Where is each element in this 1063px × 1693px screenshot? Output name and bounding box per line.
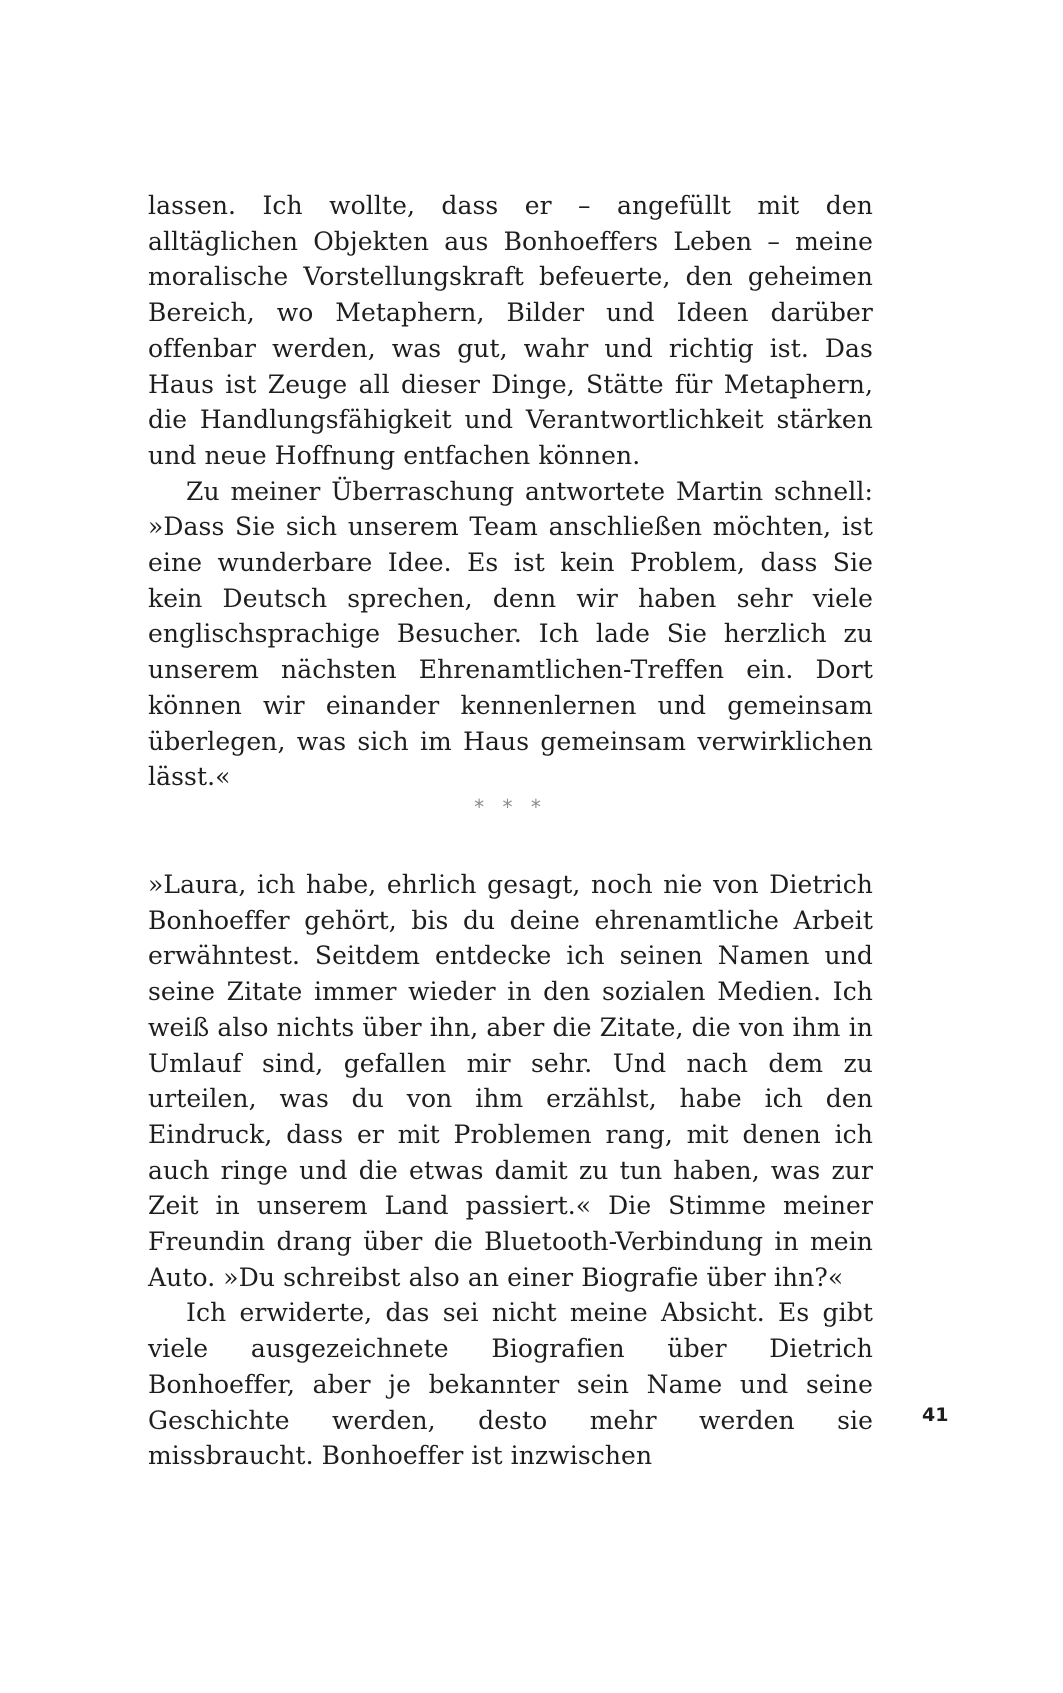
- section-separator: * * *: [474, 795, 547, 819]
- paragraph: »Laura, ich habe, ehrlich gesagt, noch nie von Dietrich Bonhoeffer gehört, bis du deine ehrenamtliche Arbeit erwähntest. Seitdem entdecke ich seinen Namen und seine Zitate immer wieder in den sozialen Medien. Ich weiß also nichts über ihn, aber die Zitate, die von ihm in Umlauf sind, gefallen mir sehr. Und nach dem zu urteilen, was du von ihm erzählst, habe ich den Eindruck, dass er mit Problemen rang, mit denen ich auch ringe und die etwas damit zu tun haben, was zur Zeit in unserem Land passiert.« Die Stimme meiner Freundin drang über die Bluetooth-Verbindung in mein Auto. »Du schreibst also an einer Biografie über ihn?«: [148, 870, 873, 1292]
- paragraph: lassen. Ich wollte, dass er – angefüllt mit den alltäglichen Objekten aus Bonhoeffers Leben – meine moralische Vorstellungskraft befeuerte, den geheimen Bereich, wo Metaphern, Bilder und Ideen darüber offenbar werden, was gut, wahr und richtig ist. Das Haus ist Zeuge all dieser Dinge, Stätte für Metaphern, die Handlungsfähigkeit und Verantwortlichkeit stärken und neue Hoffnung entfachen können.: [148, 191, 873, 470]
- paragraph: Ich erwiderte, das sei nicht meine Absicht. Es gibt viele ausgezeichnete Biografien über Dietrich Bonhoeffer, aber je bekannter sein Name und seine Geschichte werden, desto mehr werden sie missbraucht. Bonhoeffer ist inzwischen: [148, 1298, 873, 1471]
- text-section-2: [148, 867, 873, 1474]
- page-number: 41: [922, 1404, 949, 1426]
- paragraph: Zu meiner Überraschung antwortete Martin schnell: »Dass Sie sich unserem Team anschließen möchten, ist eine wunderbare Idee. Es ist kein Problem, dass Sie kein Deutsch sprechen, denn wir haben sehr viele englischsprachige Besucher. Ich lade Sie herzlich zu unserem nächsten Ehrenamtlichen-Treffen ein. Dort können wir einander kennenlernen und gemeinsam überlegen, was sich im Haus gemeinsam verwirklichen lässt.«: [148, 476, 873, 792]
- text-section-1: [148, 188, 873, 795]
